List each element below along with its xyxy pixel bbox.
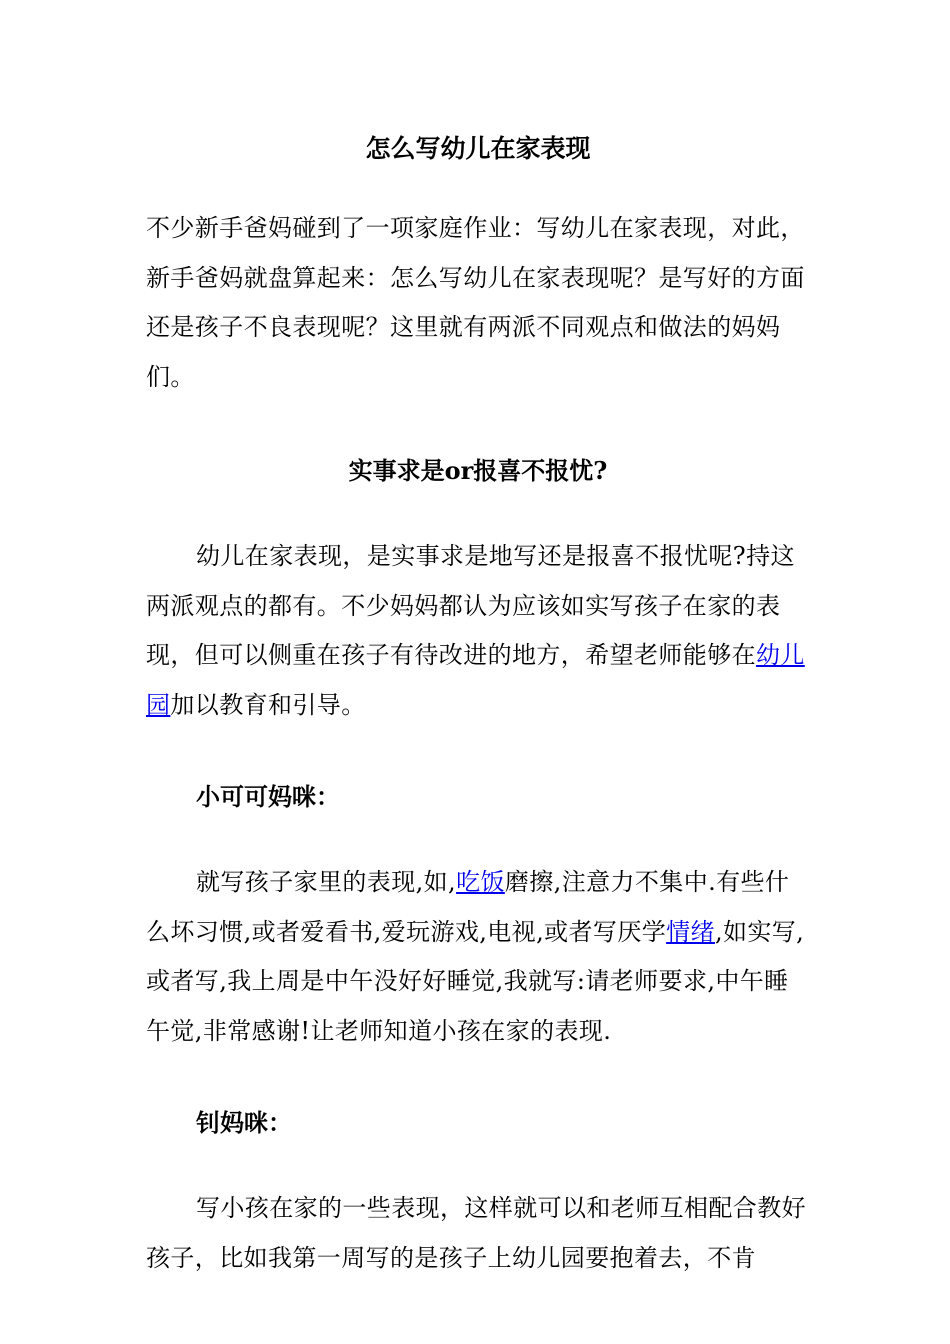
section-text-after-link: 加以教育和引导。 <box>170 690 366 719</box>
speaker-1-name: 小可可妈咪： <box>196 782 340 811</box>
speaker-2-paragraph: 写小孩在家的一些表现，这样就可以和老师互相配合教好孩子，比如我第一周写的是孩子上幼儿园要抱着去，不肯 <box>146 1194 806 1272</box>
section-heading: 实事求是or报喜不报忧? <box>348 456 608 485</box>
speaker-1-text-3: ,如实写,或者写,我上周是中午没好好睡觉,我就写:请老师要求,中午睡午觉,非常感谢!让老师知道小孩在家的表现. <box>146 917 805 1045</box>
speaker-1-text-2: 磨擦,注意力不集中.有些什么坏习惯,或者爱看书,爱玩游戏,电视,或者写厌学 <box>146 868 790 946</box>
section-paragraph <box>146 532 810 730</box>
section-text-before-link: 幼儿在家表现，是实事求是地写还是报喜不报忧呢?持这两派观点的都有。不少妈妈都认为应该如实写孩子在家的表现，但可以侧重在孩子有待改进的地方，希望老师能够在 <box>146 542 795 669</box>
speaker-1-paragraph <box>146 858 810 1056</box>
intro-paragraph: 不少新手爸妈碰到了一项家庭作业：写幼儿在家表现，对此，新手爸妈就盘算起来：怎么写幼儿在家表现呢？是写好的方面还是孩子不良表现呢？这里就有两派不同观点和做法的妈妈们。 <box>146 214 805 391</box>
speaker-2-name: 钊妈咪： <box>196 1108 292 1137</box>
document-title: 怎么写幼儿在家表现 <box>365 134 591 163</box>
mood-link[interactable]: 情绪 <box>666 917 715 946</box>
kindergarten-link[interactable]: 幼儿园 <box>146 641 805 719</box>
speaker-1-text-1: 就写孩子家里的表现,如, <box>196 868 457 896</box>
meal-link[interactable]: 吃饭 <box>456 868 505 896</box>
document-page <box>146 128 810 1283</box>
